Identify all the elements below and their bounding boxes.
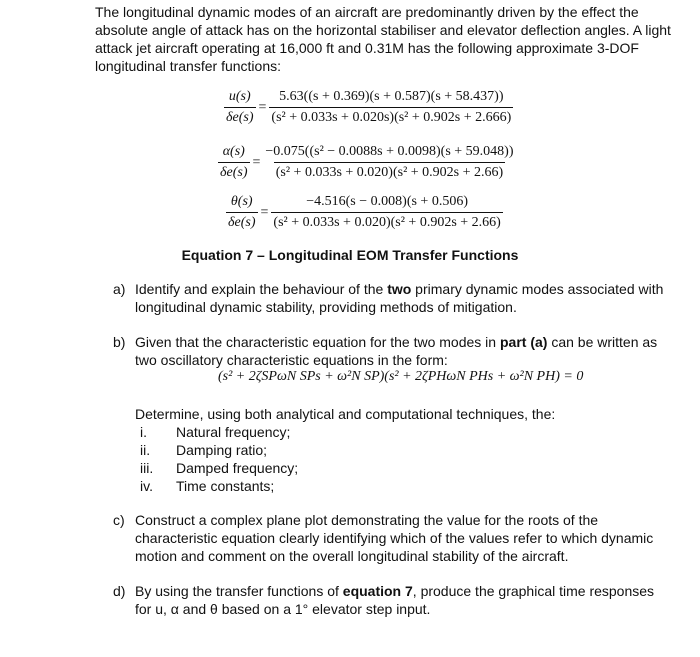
tf-theta-rhs-num: −4.516(s − 0.008)(s + 0.506) [306, 194, 468, 209]
list-item [140, 459, 298, 477]
question-c-label: c) [113, 512, 125, 528]
tf-alpha-rhs [263, 143, 515, 182]
question-b [113, 333, 673, 369]
question-a-text: Identify and explain the behaviour of the two primary dynamic modes associated with longitudinal dynamic stability, providing methods of mitigation. [135, 281, 664, 315]
list-item-number: i. [140, 424, 147, 440]
tf-alpha-rhs-num: −0.075((s² − 0.0088s + 0.0098)(s + 59.048)) [265, 144, 514, 159]
tf-u-lhs [224, 88, 256, 127]
question-d [113, 582, 673, 618]
list-item [140, 441, 298, 459]
question-d-label: d) [113, 583, 126, 599]
list-item-number: ii. [140, 442, 151, 458]
list-item-number: iv. [140, 478, 153, 494]
transfer-function-u [224, 88, 513, 127]
list-item-number: iii. [140, 460, 154, 476]
question-b-label: b) [113, 334, 126, 350]
list-item-text: Natural frequency; [176, 424, 291, 440]
question-b-intro: Determine, using both analytical and computational techniques, the: [135, 406, 556, 422]
intro-paragraph: The longitudinal dynamic modes of an aircraft are predominantly driven by the effect the absolute angle of attack has on the horizontal stabiliser and elevator deflection angles. A light attack jet aircraft operating at 16,000 ft and 0.31M has the following approximate 3-DOF longitudinal transfer functions: [95, 4, 671, 74]
question-b-list [140, 423, 298, 495]
tf-theta-lhs [226, 193, 258, 232]
equation-caption: Equation 7 – Longitudinal EOM Transfer Functions [181, 247, 519, 263]
transfer-function-theta [226, 193, 503, 232]
list-item-text: Damping ratio; [176, 442, 268, 458]
tf-theta-rhs-den: (s² + 0.033s + 0.020)(s² + 0.902s + 2.66) [271, 212, 502, 232]
tf-alpha-lhs-num: α(s) [222, 144, 245, 159]
tf-u-lhs-den: δe(s) [224, 107, 256, 127]
tf-theta-lhs-num: θ(s) [230, 194, 253, 209]
tf-alpha-rhs-den: (s² + 0.033s + 0.020)(s² + 0.902s + 2.66) [274, 162, 505, 182]
question-c-text: Construct a complex plane plot demonstrating the value for the roots of the characteristic equation clearly identifying which of the values refer to which dynamic motion and comment on the overall longitudinal stability of the aircraft. [135, 512, 654, 564]
tf-alpha-eq-sign: = [252, 154, 261, 170]
tf-alpha-lhs [218, 143, 250, 182]
tf-theta-rhs [271, 193, 502, 232]
tf-u-rhs-num: 5.63((s + 0.369)(s + 0.587)(s + 58.437)) [279, 89, 504, 104]
characteristic-equation: (s² + 2ζSPωN SPs + ω²N SP)(s² + 2ζPHωN PHs + ω²N PH) = 0 [218, 369, 584, 384]
tf-alpha-lhs-den: δe(s) [218, 162, 250, 182]
list-item-text: Time constants; [176, 478, 275, 494]
list-item [140, 477, 298, 495]
tf-u-rhs-den: (s² + 0.033s + 0.020s)(s² + 0.902s + 2.666) [269, 107, 513, 127]
tf-u-lhs-num: u(s) [228, 89, 251, 104]
list-item-text: Damped frequency; [176, 460, 299, 476]
question-c [113, 511, 673, 565]
tf-theta-eq-sign: = [260, 204, 269, 220]
question-a [113, 280, 673, 316]
transfer-function-alpha [218, 143, 516, 182]
question-d-text: By using the transfer functions of equation 7, produce the graphical time responses for u, α and θ based on a 1° elevator step input. [135, 583, 655, 617]
tf-u-rhs [269, 88, 513, 127]
question-b-text: Given that the characteristic equation for the two modes in part (a) can be written as two oscillatory characteristic equations in the form: [135, 334, 658, 368]
tf-theta-lhs-den: δe(s) [226, 212, 258, 232]
tf-u-eq-sign: = [258, 99, 267, 115]
list-item [140, 423, 298, 441]
question-a-label: a) [113, 281, 126, 297]
